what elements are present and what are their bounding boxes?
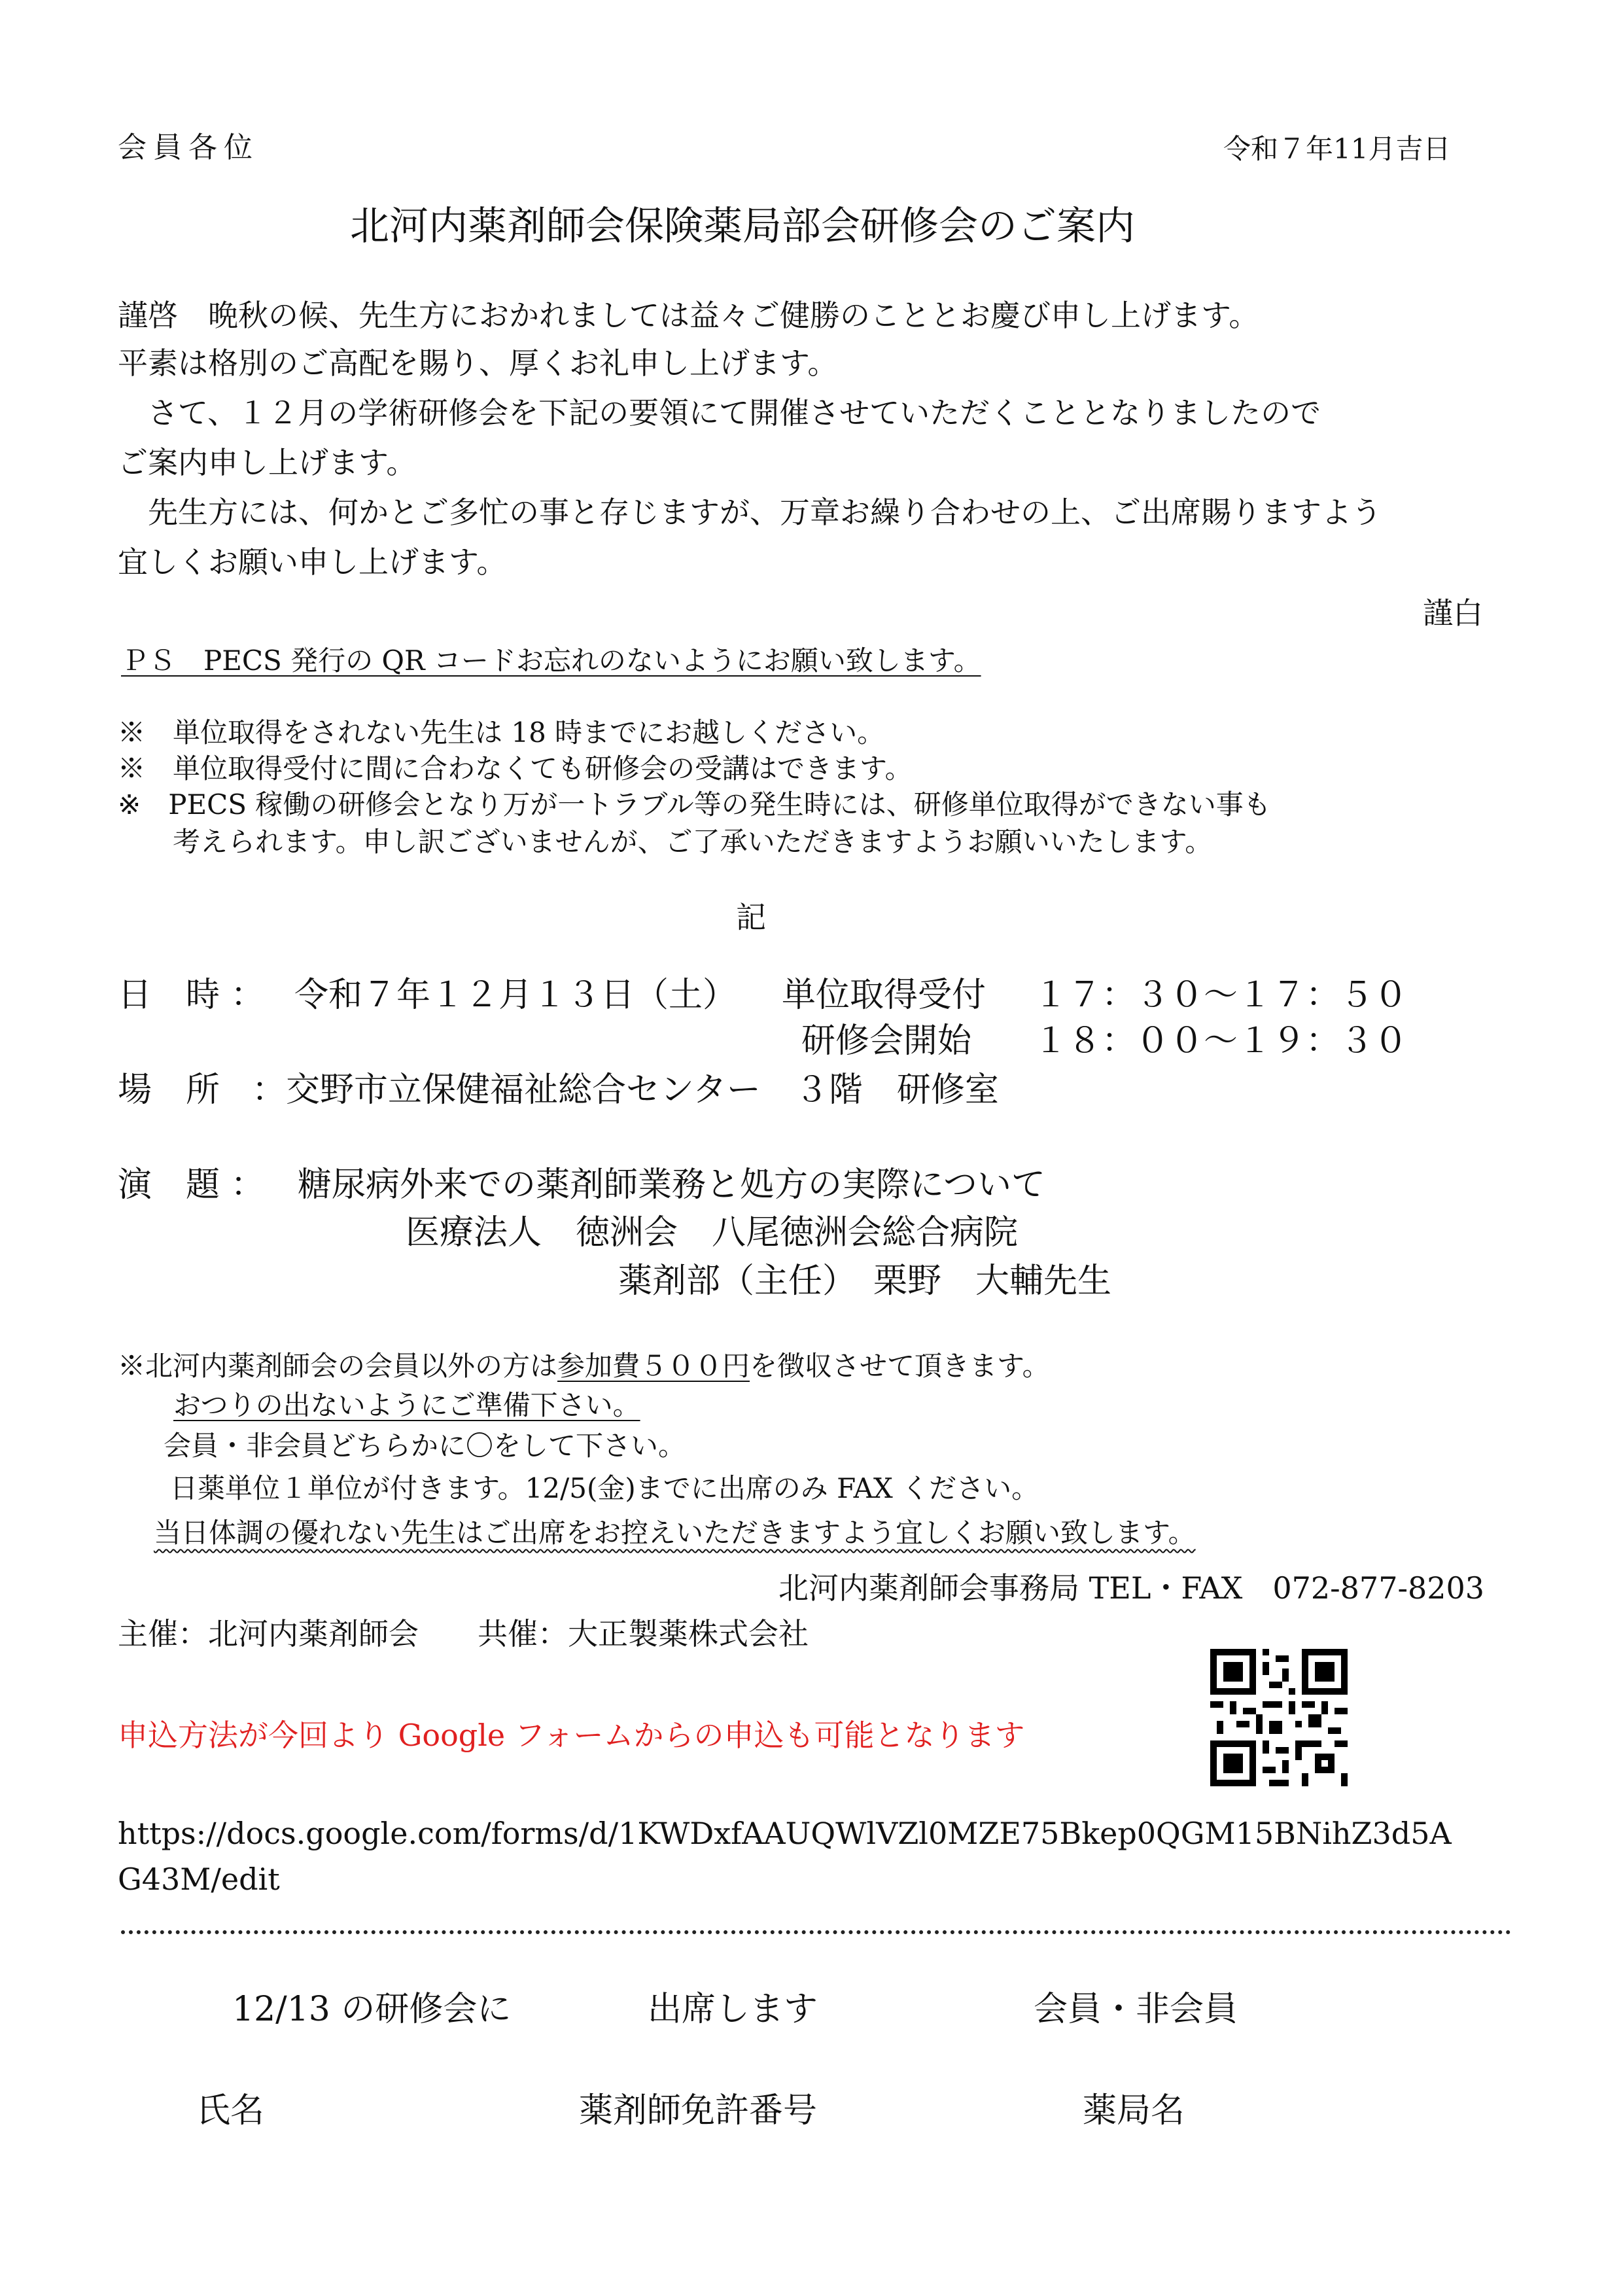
form-url-line-1[interactable]: https://docs.google.com/forms/d/1KWDxfAAUQWlVZl0MZE75Bkep0QGM15BNihZ3d5A [118, 1816, 1452, 1851]
reception-label: 単位取得受付 [782, 976, 986, 1015]
google-form-notice: 申込方法が今回より Google フォームからの申込も可能となります [118, 1718, 1025, 1753]
reply-member[interactable]: 会員・非会員 [1034, 1990, 1238, 2029]
office-contact: 北河内薬剤師会事務局 TEL・FAX 072-877-8203 [778, 1570, 1485, 1606]
letter-line-4: ご案内申し上げます。 [118, 445, 417, 480]
reply-name-label: 氏名 [196, 2091, 265, 2130]
cohost: 共催：大正製薬株式会社 [478, 1616, 809, 1651]
start-time: １８：００〜１９：３０ [1034, 1021, 1408, 1061]
start-label: 研修会開始 [801, 1021, 972, 1061]
member-circle-note: 会員・非会員どちらかに〇をして下さい。 [164, 1430, 686, 1462]
note-1: ※ 単位取得をされない先生は 18 時までにお越しください。 [118, 716, 885, 749]
closing-kinpaku: 謹白 [1423, 595, 1483, 631]
note-3-cont: 考えられます。申し訳ございませんが、ご了承いただきますようお願いいたします。 [118, 826, 1213, 858]
fee-line-1c: を徴収させて頂きます。 [750, 1350, 1050, 1382]
letter-line-1: 謹啓 晩秋の候、先生方におかれましては益々ご健勝のこととお慶び申し上げます。 [118, 298, 1259, 333]
issue-date: 令和７年11月吉日 [1223, 133, 1451, 165]
venue-value: ：交野市立保健福祉総合センター ３階 研修室 [252, 1070, 999, 1110]
cut-line [121, 1930, 1511, 1934]
ki-heading: 記 [736, 900, 766, 935]
ps-note: ＰＳ PECS 発行の QR コードお忘れのないようにお願い致します。 [121, 645, 981, 677]
event-date: 令和７年１２月１３日（土） [294, 976, 737, 1015]
topic-label: 演 題 ： [118, 1165, 265, 1205]
fee-change-note: おつりの出ないようにご準備下さい。 [173, 1389, 640, 1421]
datetime-label: 日 時 ： [118, 976, 265, 1015]
letter-line-6: 宜しくお願い申し上げます。 [118, 544, 507, 580]
letter-line-3: さて、１２月の学術研修会を下記の要領にて開催させていただくこととなりましたので [118, 395, 1321, 431]
qr-code-icon[interactable] [1210, 1649, 1348, 1786]
form-url-line-2[interactable]: G43M/edit [118, 1862, 280, 1897]
reply-event: 12/13 の研修会に [232, 1990, 512, 2029]
page-title: 北河内薬剤師会保険薬局部会研修会のご案内 [350, 203, 1135, 249]
letter-line-2: 平素は格別のご高配を賜り、厚くお礼申し上げます。 [118, 345, 838, 381]
reply-attend[interactable]: 出席します [648, 1990, 818, 2029]
host: 主催：北河内薬剤師会 [118, 1616, 419, 1651]
fee-line-1 [118, 1350, 1050, 1383]
addressee: 会員各位 [118, 131, 259, 164]
note-3: ※ PECS 稼働の研修会となり万が一トラブル等の発生時には、研修単位取得ができない事も [118, 788, 1271, 821]
reply-pharmacy-label: 薬局名 [1083, 2091, 1185, 2130]
fee-line-1a: ※北河内薬剤師会の会員以外の方は [118, 1350, 558, 1382]
letter-line-5: 先生方には、何かとご多忙の事と存じますが、万章お繰り合わせの上、ご出席賜りますよう [118, 495, 1382, 530]
note-2: ※ 単位取得受付に間に合わなくても研修会の受講はできます。 [118, 752, 913, 785]
health-note: 当日体調の優れない先生はご出席をお控えいただきますよう宜しくお願い致します。 [154, 1517, 1196, 1549]
reply-license-label: 薬剤師免許番号 [579, 2091, 818, 2130]
unit-fax-note: 日薬単位１単位が付きます。12/5(金)までに出席のみ FAX ください。 [170, 1472, 1039, 1504]
speaker-org: 医療法人 徳洲会 八尾徳洲会総合病院 [406, 1213, 1019, 1252]
speaker-name: 薬剤部（主任） 栗野 大輔先生 [618, 1262, 1112, 1301]
fee-amount: 参加費５００円 [557, 1350, 750, 1382]
reception-time: １７：３０〜１７：５０ [1034, 976, 1408, 1015]
topic-value: 糖尿病外来での薬剤師業務と処方の実際について [298, 1165, 1045, 1205]
venue-label: 場 所 [118, 1070, 220, 1110]
